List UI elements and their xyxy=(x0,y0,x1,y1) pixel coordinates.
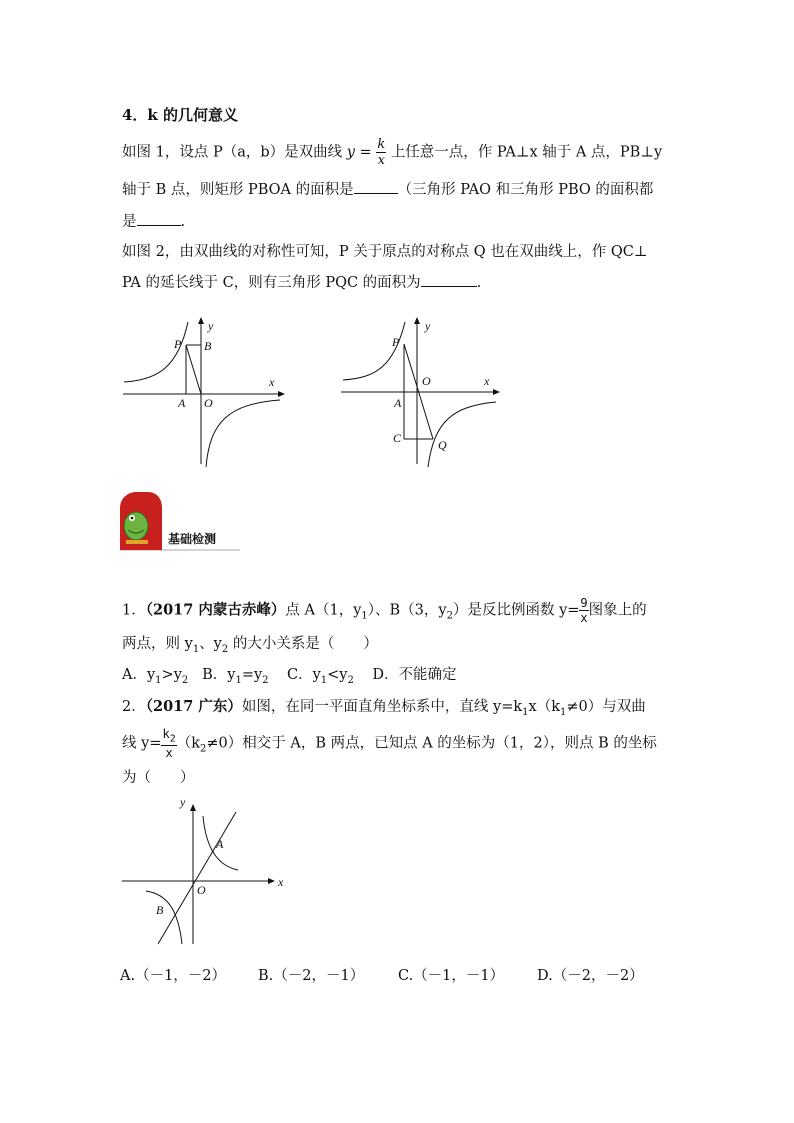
para1-text: （三角形 PAO 和三角形 PBO 的面积都 xyxy=(397,182,654,198)
q2-text: ≠0）与双曲 xyxy=(566,699,646,715)
q2-option-A[interactable]: A.（－1，－2） xyxy=(120,968,227,984)
x-axis-arrow xyxy=(278,391,285,397)
para1-line2 xyxy=(122,178,653,199)
label-O: O xyxy=(422,374,431,388)
q1-option-B[interactable]: B．$y_1=y_2$ xyxy=(202,667,269,686)
hyperbola-branch-lower xyxy=(146,891,182,944)
label-A: A xyxy=(178,396,186,410)
label-y: y xyxy=(180,795,186,809)
frog-book-icon xyxy=(126,540,148,544)
q2-source: （2017 广东） xyxy=(145,698,242,715)
q1-line2 xyxy=(122,632,378,655)
subscript: 2 xyxy=(221,643,229,655)
q2-option-D[interactable]: D.（－2，－2） xyxy=(537,968,644,984)
label-B: B xyxy=(156,903,164,917)
hyperbola-branch-upper xyxy=(343,322,405,380)
q1-line1 xyxy=(122,597,647,624)
label-A: A xyxy=(216,837,224,851)
subscript: 1 xyxy=(361,610,368,622)
answer-blank[interactable] xyxy=(354,179,398,194)
para2-line1: 如图 2，由双曲线的对称性可知，P 关于原点的对称点 Q 也在双曲线上，作 QC⊥ xyxy=(122,244,648,260)
para2-text: PA 的延长线于 C，则有三角形 PQC 的面积为 xyxy=(122,275,421,291)
frog-pupil-icon xyxy=(131,517,134,520)
section-badge xyxy=(118,490,240,552)
answer-blank[interactable] xyxy=(421,272,477,287)
label-y: y xyxy=(208,319,214,333)
answer-blank[interactable] xyxy=(137,211,181,226)
q2-number: 2． xyxy=(122,699,146,715)
line-y-k1x xyxy=(158,812,236,944)
q1-text: ）是反比例函数 y= xyxy=(452,602,580,619)
subscript: 1 xyxy=(522,706,529,718)
para1-text: 上任意一点，作 PA⊥x 轴于 A 点，PB⊥y xyxy=(390,144,663,161)
q2-fraction: $\frac{k_2}{x}$ xyxy=(162,727,176,761)
q1-option-D[interactable]: D．不能确定 xyxy=(372,667,457,683)
q1-number: 1． xyxy=(122,602,146,619)
label-O: O xyxy=(197,883,206,897)
label-Q: Q xyxy=(438,438,447,452)
para1-line3 xyxy=(122,210,185,231)
y-axis-arrow xyxy=(198,317,204,324)
q2-text: 如图，在同一平面直角坐标系中，直线 y=k xyxy=(241,699,523,715)
q1-text: 点 A（1，y xyxy=(285,602,362,619)
para2-line2 xyxy=(122,271,481,292)
hyperbola-branch-lower xyxy=(206,400,280,467)
formula-k-over-x: $\frac{k}{x}$ xyxy=(377,137,386,168)
para1-text: 如图 1，设点 P（a，b）是双曲线 xyxy=(122,144,343,161)
q2-line2 xyxy=(122,728,657,759)
q2-text: x（k xyxy=(528,699,560,715)
hyperbola-branch-lower xyxy=(428,402,496,467)
figure-1-graph xyxy=(118,312,298,472)
subscript: 2 xyxy=(446,610,453,622)
q2-option-C[interactable]: C.（－1，－1） xyxy=(398,968,505,984)
label-A: A xyxy=(394,396,402,410)
y-axis-arrow xyxy=(190,804,196,811)
para1-line1 xyxy=(122,138,662,167)
q2-text: ≠0）相交于 A，B 两点，已知点 A 的坐标为（1，2），则点 B 的坐标 xyxy=(206,735,657,752)
label-x: x xyxy=(278,875,284,889)
x-axis-arrow xyxy=(268,878,275,884)
q2-text: 线 y= xyxy=(122,735,162,752)
segment-PO xyxy=(186,345,201,394)
y-axis-arrow xyxy=(414,317,420,324)
frog-mascot-icon xyxy=(124,512,148,540)
q1-source: （2017 内蒙古赤峰） xyxy=(145,601,286,619)
q2-line3: 为（ ） xyxy=(122,770,195,786)
label-P: P xyxy=(174,337,182,351)
q1-text: 、y xyxy=(199,636,222,652)
subscript: 1 xyxy=(559,706,567,718)
para1-text: . xyxy=(180,214,186,230)
q1-fraction: $\frac{9}{x}$ xyxy=(580,596,588,625)
formula-lhs: y = xyxy=(346,144,372,161)
label-y: y xyxy=(425,319,431,333)
q2-option-B[interactable]: B.（－2，－1） xyxy=(258,968,365,984)
label-C: C xyxy=(393,431,402,445)
badge-label: 基础检测 xyxy=(168,532,217,546)
hyperbola-branch-upper xyxy=(124,322,188,382)
label-O: O xyxy=(204,396,213,410)
q1-option-A[interactable]: A．$y_1>y_2$ xyxy=(122,667,189,686)
subscript: 1 xyxy=(192,643,200,655)
label-P: P xyxy=(392,335,400,349)
figure-3-graph xyxy=(118,794,298,952)
para1-text: 轴于 B 点，则矩形 PBOA 的面积是 xyxy=(122,182,354,198)
figure-2-graph xyxy=(338,312,508,474)
q1-option-C[interactable]: C．$y_1<y_2$ xyxy=(286,667,354,686)
label-B: B xyxy=(204,339,212,353)
q1-text: 两点，则 y xyxy=(122,636,193,652)
q1-text: ）、B（3，y xyxy=(367,602,447,619)
label-x: x xyxy=(269,375,275,389)
label-x: x xyxy=(484,374,490,388)
q1-options xyxy=(122,663,456,686)
q2-text: （k xyxy=(176,735,201,752)
q1-text: 图象上的 xyxy=(588,602,647,619)
para1-text: 是 xyxy=(122,214,137,230)
para2-text: . xyxy=(476,275,482,291)
q2-line1 xyxy=(122,695,646,718)
q1-text: 的大小关系是（ ） xyxy=(228,636,378,652)
section-heading: 4．k 的几何意义 xyxy=(122,106,239,124)
x-axis-arrow xyxy=(493,389,500,395)
subscript: 2 xyxy=(200,743,207,755)
